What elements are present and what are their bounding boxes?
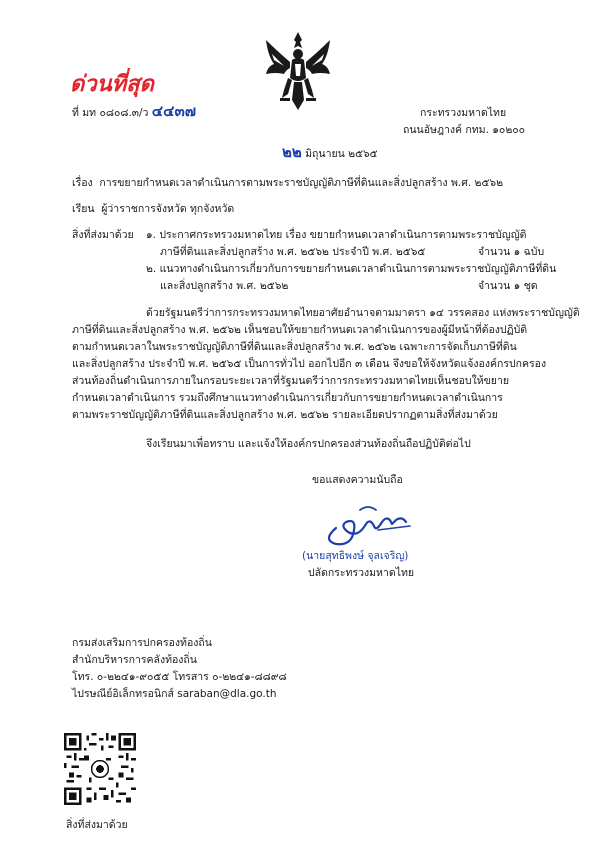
doc-number-handwritten: ๔๔๓๗ (151, 102, 197, 120)
footer-email: ไปรษณีย์อิเล็กทรอนิกส์ saraban@dla.go.th (72, 688, 277, 700)
enclosure-1-qty: จำนวน ๑ ฉบับ (478, 246, 545, 258)
body-line: ด้วยรัฐมนตรีว่าการกระทรวงมหาดไทยอาศัยอำนาจตามมาตรา ๑๔ วรรคสอง แห่งพระราชบัญญัติ (146, 307, 580, 319)
body-line: ตามกำหนดเวลาในพระราชบัญญัติภาษีที่ดินและสิ่งปลูกสร้าง พ.ศ. ๒๕๖๒ เฉพาะการจัดเก็บภาษีที่ดิน (72, 341, 517, 353)
body-line: กำหนดเวลาดำเนินการ รวมถึงศึกษาแนวทางดำเนินการเกี่ยวกับการขยายกำหนดเวลาดำเนินการ (72, 392, 503, 404)
enclosure-2-line1: ๒. แนวทางดำเนินการเกี่ยวกับการขยายกำหนดเวลาดำเนินการตามพระราชบัญญัติภาษีที่ดิน (146, 263, 557, 275)
enclosures-label: สิ่งที่ส่งมาด้วย (72, 229, 134, 241)
enclosure-1-line1: ๑. ประกาศกระทรวงมหาดไทย เรื่อง ขยายกำหนดเวลาดำเนินการตามพระราชบัญญัติ (146, 229, 527, 241)
doc-number (72, 104, 196, 120)
qr-caption: สิ่งที่ส่งมาด้วย (66, 819, 128, 831)
footer-department: กรมส่งเสริมการปกครองท้องถิ่น (72, 637, 212, 649)
addressee-line (72, 202, 234, 216)
footer-phone: โทร. ๐-๒๒๔๑-๙๐๕๕ โทรสาร ๐-๒๒๔๑-๘๘๙๘ (72, 671, 287, 683)
garuda-emblem-icon (262, 30, 334, 114)
ministry-address: ถนนอัษฎางค์ กทม. ๑๐๒๐๐ (403, 124, 526, 136)
body-line: และสิ่งปลูกสร้าง ประจำปี พ.ศ. ๒๕๖๕ เป็นการทั่วไป ออกไปอีก ๓ เดือน จึงขอให้จังหวัดแจ้งองค์กรปกครอง (72, 358, 547, 370)
footer-office: สำนักบริหารการคลังท้องถิ่น (72, 654, 197, 666)
signatory-name: (นายสุทธิพงษ์ จุลเจริญ) (302, 550, 409, 562)
urgency-stamp: ด่วนที่สุด (70, 72, 154, 97)
enclosure-2-line2: และสิ่งปลูกสร้าง พ.ศ. ๒๕๖๒ (160, 280, 289, 292)
document-date (282, 145, 378, 161)
addressee-text: ผู้ว่าราชการจังหวัด ทุกจังหวัด (101, 203, 235, 215)
closing-request: จึงเรียนมาเพื่อทราบ และแจ้งให้องค์กรปกครองส่วนท้องถิ่นถือปฏิบัติต่อไป (146, 438, 471, 450)
subject-label: เรื่อง (72, 177, 93, 189)
ministry-name: กระทรวงมหาดไทย (420, 107, 507, 119)
signature-icon (318, 500, 414, 548)
enclosure-2-qty: จำนวน ๑ ชุด (478, 280, 538, 292)
body-line: ตามพระราชบัญญัติภาษีที่ดินและสิ่งปลูกสร้าง พ.ศ. ๒๕๖๒ รายละเอียดปรากฏตามสิ่งที่ส่งมาด้วย (72, 409, 498, 421)
signatory-position: ปลัดกระทรวงมหาดไทย (308, 567, 415, 579)
subject-line (72, 176, 503, 190)
body-line: ส่วนท้องถิ่นดำเนินการภายในกรอบระยะเวลาที่รัฐมนตรีว่าการกระทรวงมหาดไทยเห็นชอบให้ขยาย (72, 375, 509, 387)
body-line: ภาษีที่ดินและสิ่งปลูกสร้าง พ.ศ. ๒๕๖๒ เห็นชอบให้ขยายกำหนดเวลาดำเนินการของผู้มีหน้าที่ต้องปฏิบัติ (72, 324, 528, 336)
qr-code-icon (64, 733, 136, 805)
addressee-label: เรียน (72, 203, 95, 215)
date-day-handwritten: ๒๒ (282, 143, 302, 161)
regards: ขอแสดงความนับถือ (312, 474, 403, 486)
doc-number-prefix: ที่ มท ๐๘๐๘.๓/ว (72, 107, 149, 119)
subject-text: การขยายกำหนดเวลาดำเนินการตามพระราชบัญญัติภาษีที่ดินและสิ่งปลูกสร้าง พ.ศ. ๒๕๖๒ (99, 177, 503, 189)
date-month-year: มิถุนายน ๒๕๖๕ (305, 148, 378, 160)
enclosure-1-line2: ภาษีที่ดินและสิ่งปลูกสร้าง พ.ศ. ๒๕๖๒ ประจำปี พ.ศ. ๒๕๖๕ (160, 246, 426, 258)
